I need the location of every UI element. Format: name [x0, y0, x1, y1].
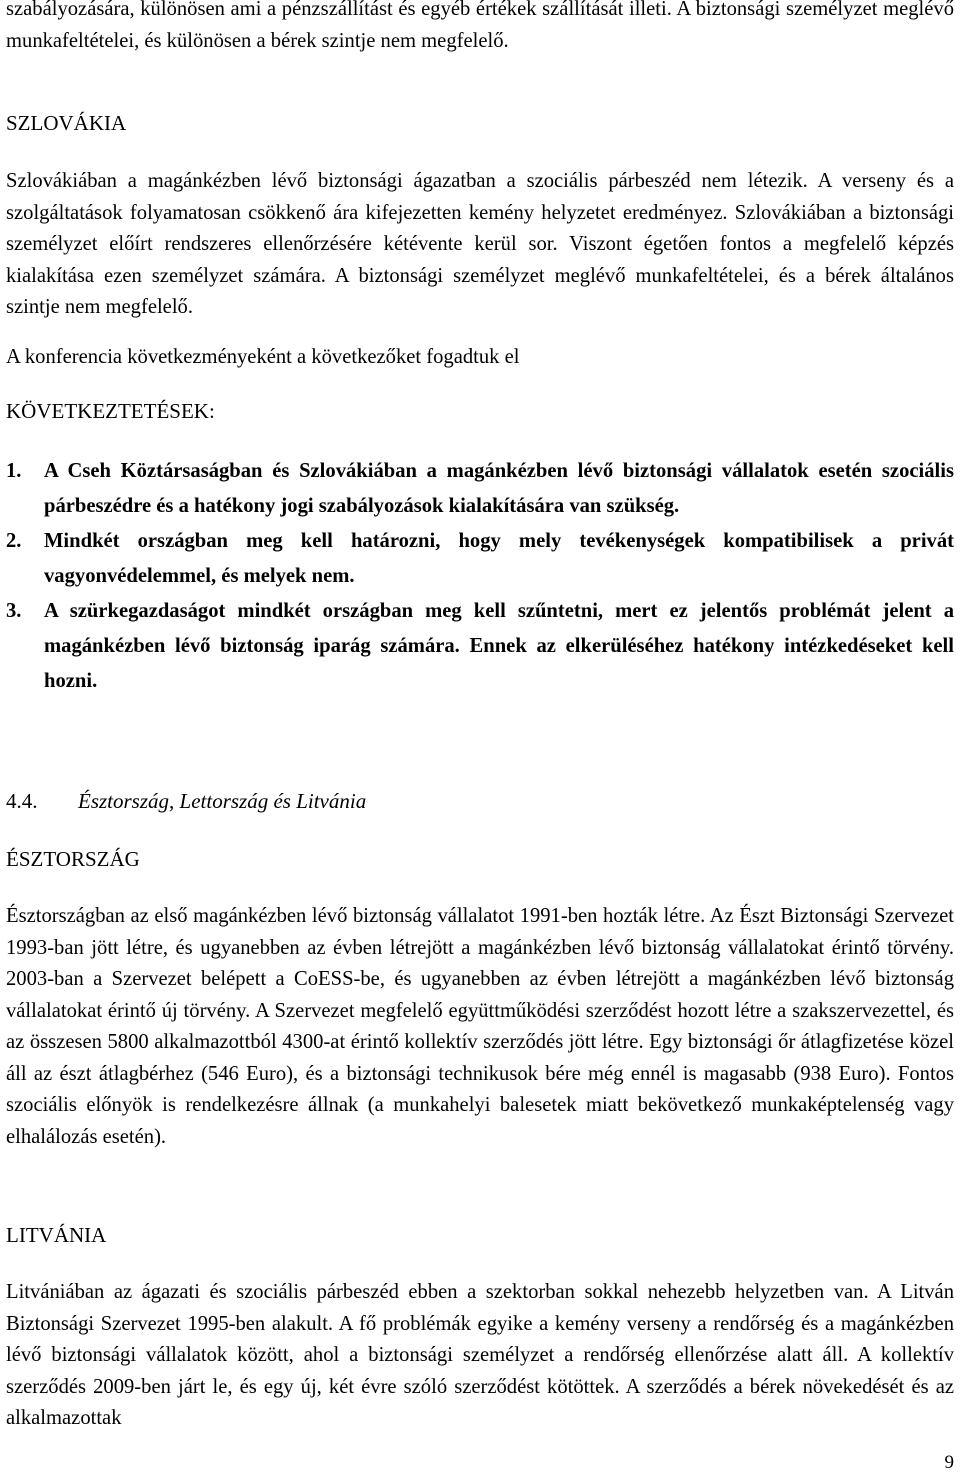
conclusion-item: [6, 524, 954, 594]
conference-line: A konferencia következményeként a következőket fogadtuk el: [6, 346, 520, 368]
conclusions-list: [6, 454, 954, 699]
section-title: Észtország, Lettország és Litvánia: [78, 789, 367, 813]
slovakia-section: [6, 108, 954, 140]
conclusion-item: [6, 594, 954, 699]
page-number: 9: [944, 1452, 954, 1473]
slovakia-paragraph: Szlovákiában a magánkézben lévő biztonsági ágazatban a szociális párbeszéd nem létezik. A verseny és a szolgáltatások folyamatosan csökkenő ára kifejezetten kemény helyzetet eredményez. Szlovákiában a biztonsági személyzet előírt rendszeres ellenőrzésére kétévente kerül sor. Viszont égetően fontos a megfelelő képzés kialakítása ezen személyzet számára. A biztonsági személyzet meglévő munkafeltételei, és a bérek általános szintje nem megfelelő.: [6, 170, 954, 318]
conclusion-number: 1.: [6, 460, 22, 482]
intro-paragraph: szabályozására, különösen ami a pénzszállítást és egyéb értékek szállítását illeti. A biztonsági személyzet meglévő munkafeltételei, és különösen a bérek szintje nem megfelelő.: [6, 0, 954, 52]
section-heading: [6, 786, 954, 818]
estonia-heading: ÉSZTORSZÁG: [6, 847, 140, 871]
conclusion-text: A szürkegazdaságot mindkét országban meg kell szűntetni, mert ez jelentős problémát jelent a magánkézben lévő biztonság iparág számára. Ennek az elkerüléséhez hatékony intézkedéseket kell hozni.: [44, 600, 954, 692]
conclusion-text: Mindkét országban meg kell határozni, hogy mely tevékenységek kompatibilisek a privát vagyonvédelemmel, és melyek nem.: [44, 530, 954, 587]
conclusion-item: [6, 454, 954, 524]
estonia-paragraph: Észtországban az első magánkézben lévő biztonság vállalatot 1991-ben hozták létre. Az Észt Biztonsági Szervezet 1993-ban jött létre, és ugyanebben az évben létrejött a magánkézben lévő biztonság vállalatokat érintő törvény. 2003-ban a Szervezet belépett a CoESS-be, és ugyanebben az évben létrejött a magánkézben lévő biztonság vállalatokat érintő új törvény. A Szervezet megfelelő együttműködési szerződést hozott létre a szakszervezettel, és az összesen 5800 alkalmazottból 4300-at érintő kollektív szerződés jött létre. Egy biztonsági őr átlagfizetése közel áll az észt átlagbérhez (546 Euro), és a biztonsági technikusok bére még ennél is magasabb (938 Euro). Fontos szociális előnyök is rendelkezésre állnak (a munkahelyi balesetek miatt bekövetkező munkaképtelenség vagy elhalálozás esetén).: [6, 905, 954, 1148]
conclusion-text: A Cseh Köztársaságban és Szlovákiában a magánkézben lévő biztonsági vállalatok esetén szociális párbeszédre és a hatékony jogi szabályozások kialakítására van szükség.: [44, 460, 954, 517]
section-number: 4.4.: [6, 789, 38, 813]
lithuania-heading: LITVÁNIA: [6, 1223, 107, 1247]
conclusions-heading: KÖVETKEZTETÉSEK:: [6, 399, 215, 423]
lithuania-paragraph: Litvániában az ágazati és szociális párbeszéd ebben a szektorban sokkal nehezebb helyzetben van. A Litván Biztonsági Szervezet 1995-ben alakult. A fő problémák egyike a kemény verseny a rendőrség és a magánkézben lévő biztonsági vállalatok között, ahol a biztonsági személyzet a rendőrség ellenőrzése alatt áll. A kollektív szerződés 2009-ben járt le, és egy új, két évre szóló szerződést kötöttek. A szerződés a bérek növekedését és az alkalmazottak: [6, 1281, 954, 1429]
slovakia-heading: SZLOVÁKIA: [6, 111, 127, 135]
conclusion-number: 3.: [6, 600, 22, 622]
conclusion-number: 2.: [6, 530, 22, 552]
